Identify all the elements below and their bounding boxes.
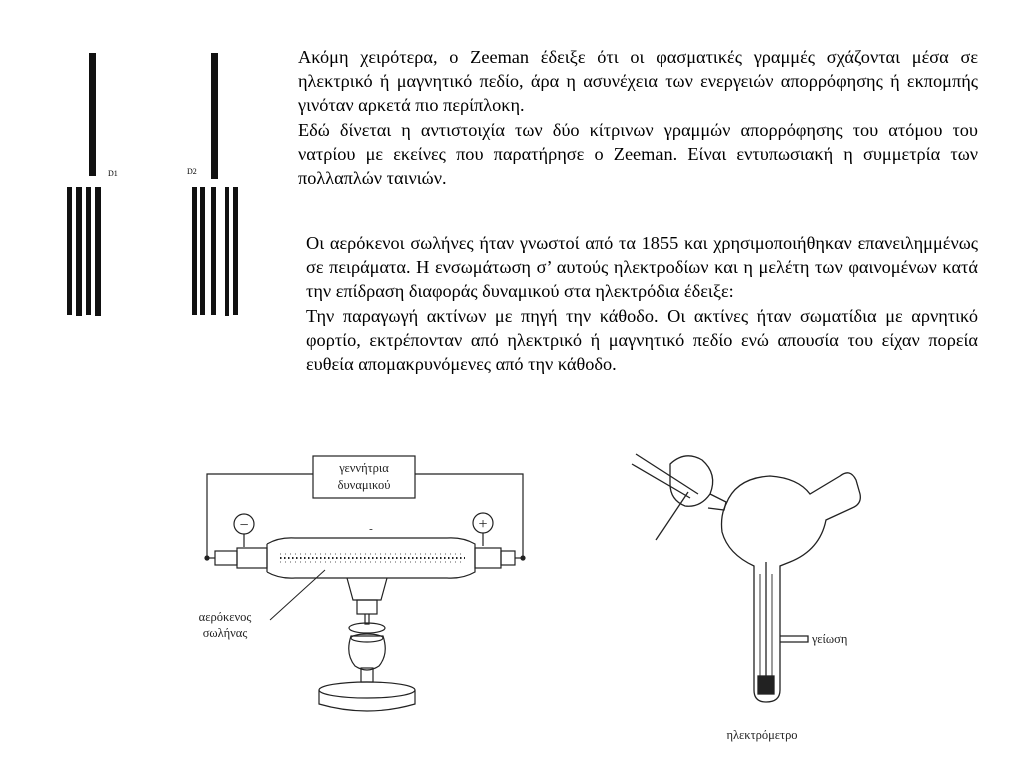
ground-wire xyxy=(780,636,808,642)
d2-label: D2 xyxy=(187,167,197,176)
d2-original-line xyxy=(211,53,218,179)
vacuum-tube-text-line-1: Οι αερόκενοι σωλήνες ήταν γνωστοί από τα 1855 και χρησιμοποιήθηκαν επανειλημμένως σε πειράματα. Η ενσωμάτωση σ’ αυτούς ηλεκτροδίων και η μελέτη των φαινομένων κατά την επίδραση διαφοράς δυναμικού στα ηλεκτρόδια έδειξε: xyxy=(306,233,978,302)
plus-symbol: + xyxy=(478,516,488,533)
side-bulb-icon xyxy=(632,454,726,540)
ground-label: γείωση xyxy=(812,632,848,646)
electrometer-label: ηλεκτρόμετρο xyxy=(726,728,798,742)
circuit-wire xyxy=(207,474,313,558)
d2-split-lines xyxy=(192,187,238,316)
d1-label: D1 xyxy=(108,169,118,178)
small-minus-mark: - xyxy=(369,523,373,535)
vacuum-tube-text-line-2: Την παραγωγή ακτίνων με πηγή την κάθοδο. Οι ακτίνες ήταν σωματίδια με αρνητικό φορτίο, εκτρέπονταν από ηλεκτρικό ή μαγνητικό πεδίο ενώ απουσία του είχαν πορεία ευθεία απομακρυνόμενες από την κάθοδο. xyxy=(306,305,978,375)
generator-label-line-2: δυναμικού xyxy=(337,478,391,492)
tube-label-line-1: αερόκενος xyxy=(198,610,252,624)
d1-split-lines xyxy=(67,187,101,316)
vacuum-tube-figure xyxy=(185,440,545,730)
d1-original-line xyxy=(89,53,96,176)
main-bulb-icon xyxy=(722,473,861,702)
vacuum-tube-paragraph xyxy=(306,231,978,376)
zeeman-spectral-lines-figure xyxy=(60,50,250,325)
tube-stand-icon xyxy=(319,578,415,711)
generator-label-line-1: γεννήτρια xyxy=(339,461,389,475)
minus-symbol: − xyxy=(239,517,249,534)
tube-label-line-2: σωλήνας xyxy=(202,626,248,640)
zeeman-paragraph xyxy=(298,45,978,190)
electrometer-figure xyxy=(630,450,880,745)
zeeman-text-line-2: Εδώ δίνεται η αντιστοιχία των δύο κίτρινων γραμμών απορρόφησης του ατόμου του νατρίου με εκείνες που παρατήρησε ο Zeeman. Είναι εντυπωσιακή η συμμετρία των πολλαπλών ταινιών. xyxy=(298,119,978,189)
vacuum-tube-icon xyxy=(205,538,525,578)
zeeman-text-line-1: Ακόμη χειρότερα, ο Zeeman έδειξε ότι οι φασματικές γραμμές σχάζονται μέσα σε ηλεκτρικό ή μαγνητικό πεδίο, άρα η ασυνέχεια των ενεργειών απορρόφησης ή εκπομπής γινόταν αρκετά πιο περίπλοκη. xyxy=(298,47,978,116)
